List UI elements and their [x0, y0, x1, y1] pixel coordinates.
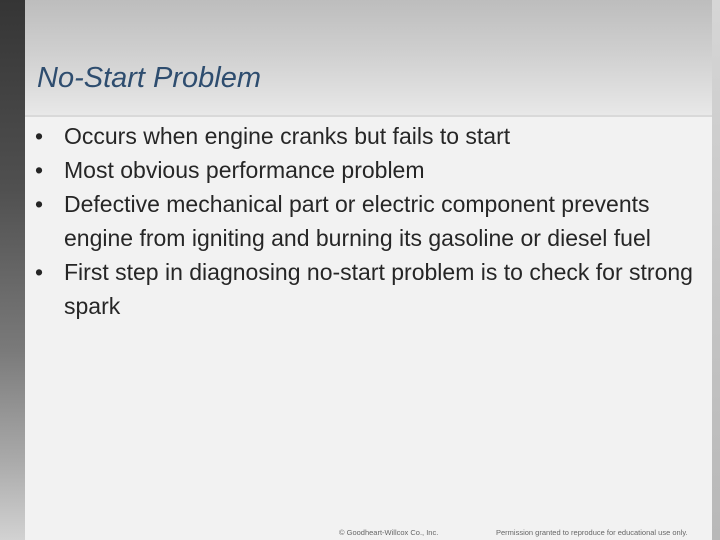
bullet-list: [35, 119, 695, 323]
left-gradient-bar: [0, 0, 25, 540]
bullet-item: [35, 119, 695, 153]
bullet-item: [35, 153, 695, 187]
bullet-item: [35, 187, 695, 255]
bullet-text: Occurs when engine cranks but fails to start: [64, 123, 511, 149]
bullet-dot-icon: •: [35, 157, 44, 183]
footer-permission: Permission granted to reproduce for educational use only.: [496, 528, 688, 537]
bullet-dot-icon: •: [35, 259, 44, 285]
bullet-text: Most obvious performance problem: [64, 157, 425, 183]
bullet-dot-icon: •: [35, 123, 44, 149]
bullet-text: First step in diagnosing no-start problem is to check for strong spark: [64, 259, 693, 319]
bullet-dot-icon: •: [35, 191, 44, 217]
bullet-text: Defective mechanical part or electric component prevents engine from igniting and burning its gasoline or diesel fuel: [64, 191, 651, 251]
bullet-item: [35, 255, 695, 323]
right-edge-bar: [712, 0, 720, 540]
title-divider: [25, 115, 712, 117]
footer-copyright: © Goodheart-Willcox Co., Inc.: [339, 528, 439, 537]
slide-title: No-Start Problem: [37, 62, 262, 94]
title-band: [25, 0, 712, 115]
